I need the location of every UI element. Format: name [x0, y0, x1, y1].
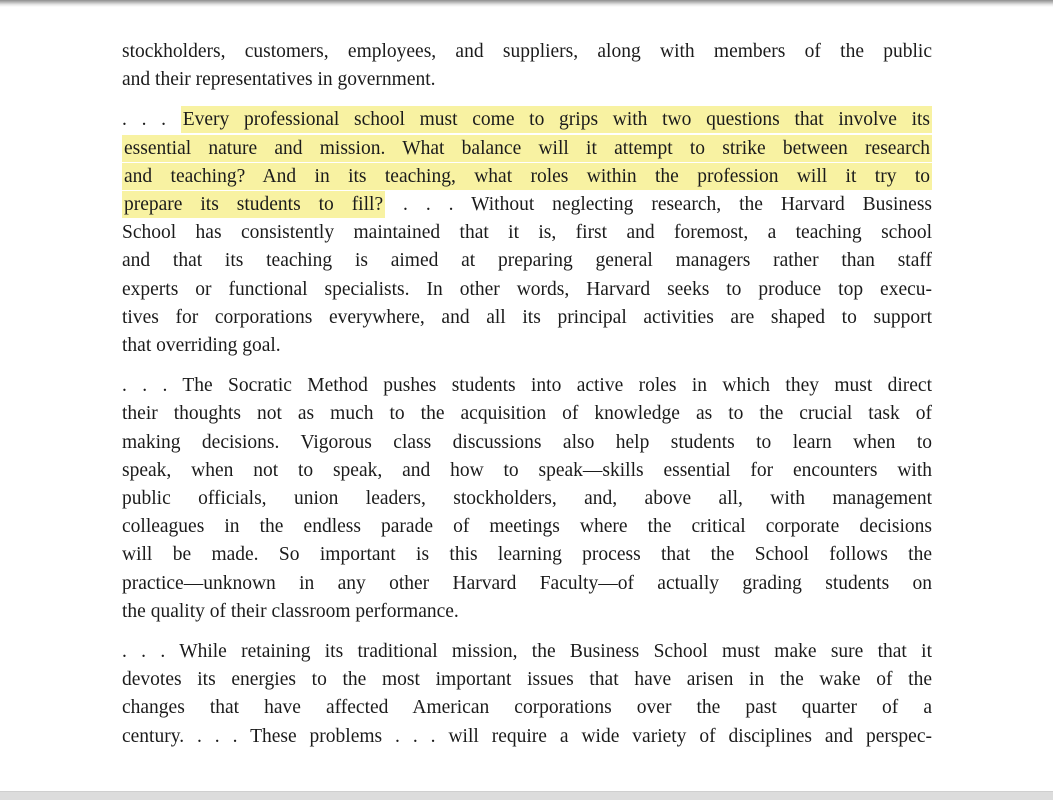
- text-segment: changes that have affected American corporations over the past quarter of a: [122, 697, 932, 719]
- text-segment: devotes its energies to the most important issues that have arisen in the wake of the: [122, 669, 932, 691]
- text-line: [122, 694, 932, 722]
- text-block: [122, 38, 932, 763]
- text-segment: . . . The Socratic Method pushes students into active roles in which they must direct: [122, 375, 932, 397]
- text-line: [122, 191, 932, 219]
- text-segment: that overriding goal.: [122, 335, 281, 357]
- highlighted-text: and teaching? And in its teaching, what roles within the profession will it try to: [122, 163, 932, 190]
- text-segment: and that its teaching is aimed at preparing general managers rather than staff: [122, 250, 932, 272]
- highlighted-text: Every professional school must come to grips with two questions that involve its: [181, 106, 932, 133]
- highlighted-text: prepare its students to fill?: [122, 191, 385, 218]
- text-line: [122, 541, 932, 569]
- text-segment: the quality of their classroom performance.: [122, 600, 459, 622]
- text-segment: will be made. So important is this learning process that the School follows the: [122, 544, 932, 566]
- text-line: [122, 332, 932, 360]
- text-segment: School has consistently maintained that it is, first and foremost, a teaching school: [122, 222, 932, 244]
- text-line: [122, 598, 932, 626]
- paragraph: [122, 38, 932, 94]
- paragraph: [122, 106, 932, 360]
- text-line: [122, 276, 932, 304]
- text-line: [122, 106, 932, 134]
- text-line: [122, 429, 932, 457]
- text-segment: tives for corporations everywhere, and all its principal activities are shaped to support: [122, 306, 932, 328]
- text-segment: speak, when not to speak, and how to speak—skills essential for encounters with: [122, 459, 932, 481]
- text-segment: . . .: [122, 109, 181, 131]
- text-segment: and their representatives in government.: [122, 69, 436, 91]
- text-line: [122, 219, 932, 247]
- text-line: [122, 513, 932, 541]
- text-line: [122, 247, 932, 275]
- text-line: [122, 66, 932, 94]
- paragraph: [122, 372, 932, 626]
- paragraph: [122, 638, 932, 751]
- text-line: [122, 485, 932, 513]
- text-segment: colleagues in the endless parade of meetings where the critical corporate decisions: [122, 516, 932, 538]
- text-line: [122, 457, 932, 485]
- text-segment: . . . While retaining its traditional mission, the Business School must make sure that it: [122, 641, 932, 663]
- text-line: [122, 723, 932, 751]
- text-segment: public officials, union leaders, stockholders, and, above all, with management: [122, 488, 932, 510]
- highlighted-text: essential nature and mission. What balance will it attempt to strike between research: [122, 135, 932, 162]
- text-segment: making decisions. Vigorous class discussions also help students to learn when to: [122, 431, 932, 453]
- text-segment: their thoughts not as much to the acquisition of knowledge as to the crucial task of: [122, 403, 932, 425]
- text-segment: practice—unknown in any other Harvard Faculty—of actually grading students on: [122, 572, 932, 594]
- text-line: [122, 372, 932, 400]
- text-line: [122, 666, 932, 694]
- text-line: [122, 570, 932, 598]
- text-line: [122, 400, 932, 428]
- text-line: [122, 163, 932, 191]
- text-segment: experts or functional specialists. In other words, Harvard seeks to produce top execu-: [122, 278, 932, 300]
- text-segment: stockholders, customers, employees, and suppliers, along with members of the public: [122, 41, 932, 62]
- text-line: [122, 135, 932, 163]
- scan-bottom-edge: [0, 791, 1053, 800]
- scan-top-edge: [0, 0, 1053, 7]
- text-line: [122, 38, 932, 66]
- text-line: [122, 304, 932, 332]
- text-line: [122, 638, 932, 666]
- text-segment: century. . . . These problems . . . will require a wide variety of disciplines and perspec-: [122, 725, 932, 747]
- text-segment: . . . Without neglecting research, the Harvard Business: [385, 194, 932, 216]
